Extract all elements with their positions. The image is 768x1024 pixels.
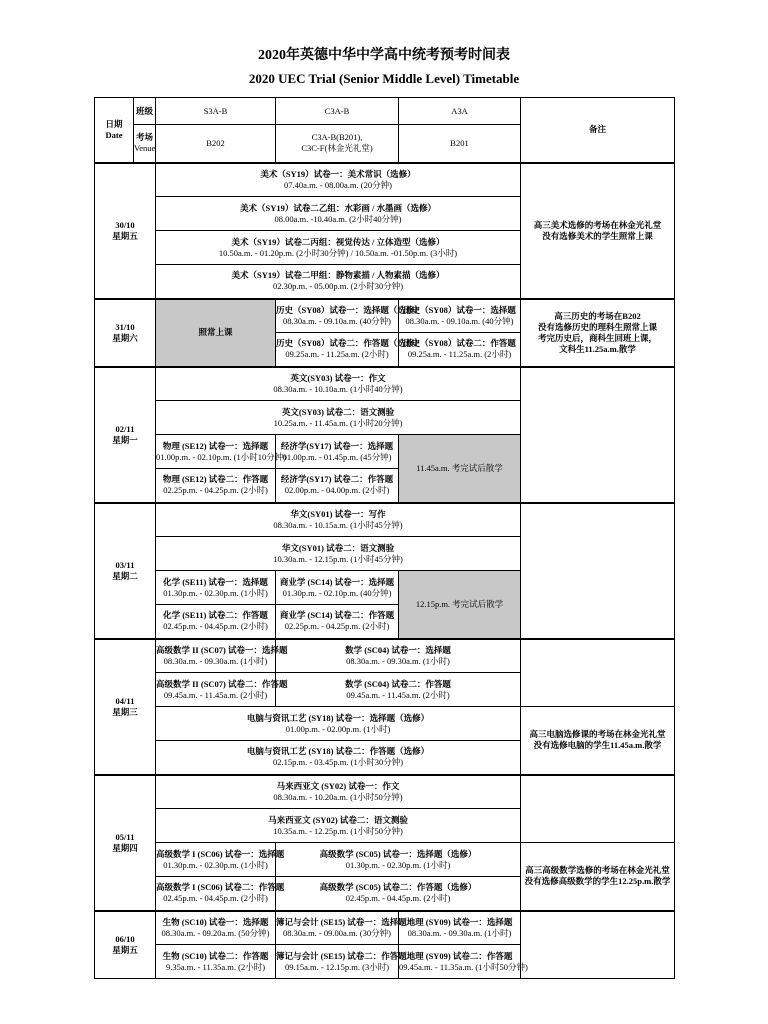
exam-cell: [276, 639, 521, 673]
day-row: [95, 707, 675, 741]
exam-time: 09.15a.m. - 12.15p.m. (3小时): [284, 961, 390, 972]
exam-name: 商业学 (SC14) 试卷二：作答题: [279, 610, 395, 621]
exam-cell: [156, 843, 285, 877]
exam-cell: [156, 503, 521, 537]
exam-cell: [276, 469, 399, 503]
exam-time: 09.45a.m. - 11.45a.m. (2小时): [346, 689, 450, 700]
remark-line: 高三高级数学选修的考场在林金光礼堂: [525, 865, 670, 876]
day-row: [95, 367, 675, 401]
exam-name: 历史（SY08）试卷二：作答题（选修）: [276, 338, 423, 349]
exam-cell: [156, 367, 521, 401]
exam-name: 华文(SY01) 试卷一：写作: [290, 508, 386, 519]
day-row: [95, 843, 675, 877]
exam-time: 08.30a.m. - 09.30a.m. (1小时): [346, 655, 450, 666]
remark-line: 没有选修电脑的学生11.45a.m.散学: [533, 740, 662, 751]
venue-a3: B201: [399, 125, 521, 163]
day-weekday: 星期三: [112, 706, 138, 717]
exam-cell: [156, 741, 521, 775]
date-header-en: Date: [105, 129, 123, 140]
day-weekday: 星期四: [112, 842, 138, 853]
exam-cell: [156, 775, 521, 809]
venue-label-en: Venue: [134, 143, 156, 154]
exam-name: 高级数学 I (SC06) 试卷一：选择题: [156, 848, 285, 859]
venue-c3-line1: C3A-B(B201),: [311, 132, 363, 143]
exam-time: 02.30p.m. - 05.00p.m. (2小时30分钟): [272, 281, 404, 292]
exam-time: 09.45a.m. - 11.35a.m. (1小时50分钟): [399, 961, 528, 972]
exam-time: 08.30a.m. - 09.30a.m. (1小时): [163, 655, 268, 666]
exam-time: 08.30a.m. - 09.10a.m. (40分钟): [405, 315, 514, 326]
day-date: 04/11: [115, 695, 135, 706]
date-header: [95, 98, 134, 163]
normal-class-cell: 照常上课: [156, 299, 276, 367]
venue-label-cn: 考场: [135, 132, 153, 143]
exam-cell: [276, 571, 399, 605]
exam-cell: [276, 299, 423, 333]
venue-c3: [276, 125, 399, 163]
exam-cell: [156, 163, 521, 197]
exam-time: 01.00p.m. - 01.45p.m. (45分钟): [282, 451, 392, 462]
class-label: 班级: [134, 98, 156, 125]
exam-name: 高级数学 II (SC07) 试卷一：选择题: [156, 644, 288, 655]
exam-cell: [156, 911, 276, 945]
exam-time: 02.25p.m. - 04.25p.m. (2小时): [284, 621, 390, 632]
exam-time: 08.30a.m. - 09.10a.m. (40分钟): [283, 315, 391, 326]
day-date: 30/10: [115, 219, 135, 230]
exam-time: 09.25a.m. - 11.25a.m. (2小时): [407, 349, 512, 360]
exam-time: 02.45p.m. - 04.45p.m. (2小时): [345, 893, 451, 904]
exam-time: 10.30a.m. - 12.15p.m. (1小时45分钟): [273, 553, 403, 564]
remark-cell: [521, 911, 675, 979]
exam-time: 07.40a.m. - 08.00a.m. (20分钟): [284, 179, 392, 190]
exam-time: 02.00p.m. - 04.00p.m. (2小时): [284, 485, 390, 496]
remark-cell: [521, 639, 675, 707]
exam-cell: [276, 673, 521, 707]
day-weekday: 星期五: [112, 230, 138, 241]
exam-name: 经济学(SY17) 试卷一：选择题: [280, 440, 394, 451]
exam-cell: [156, 673, 288, 707]
exam-time: 02.45p.m. - 04.45p.m. (2小时): [163, 893, 268, 904]
remarks-header: 备注: [521, 98, 675, 163]
exam-name: 美术（SY19）试卷二乙组：水彩画 / 水墨画（选修）: [240, 202, 436, 213]
exam-cell: [276, 843, 521, 877]
exam-time: 08.30a.m. - 09.00a.m. (30分钟): [283, 927, 391, 938]
day-date: 02/11: [115, 423, 135, 434]
exam-cell: [399, 299, 521, 333]
exam-name: 美术（SY19）试卷一：美术常识（选修）: [260, 168, 416, 179]
exam-time: 01.00p.m. - 02.00p.m. (1小时): [285, 723, 391, 734]
exam-time: 9.35a.m. - 11.35a.m. (2小时): [165, 961, 266, 972]
exam-name: 商业学 (SC14) 试卷一：选择题: [279, 576, 395, 587]
page-subtitle: 2020 UEC Trial (Senior Middle Level) Timetable: [248, 71, 520, 86]
day-row: [95, 299, 675, 333]
day-date-cell: [95, 367, 156, 503]
exam-cell: [399, 333, 521, 367]
exam-name: 地理 (SY09) 试卷二：作答题: [406, 950, 513, 961]
exam-time: 10.25a.m. - 11.45a.m. (1小时20分钟): [273, 417, 403, 428]
exam-time: 09.25a.m. - 11.25a.m. (2小时): [285, 349, 389, 360]
venue-c3-line2: C3C-F(林金光礼堂): [301, 143, 373, 154]
remark-cell: [521, 707, 675, 775]
exam-time: 08.30a.m. - 10.15a.m. (1小时45分钟): [273, 519, 403, 530]
day-date-cell: [95, 775, 156, 911]
exam-cell: [156, 469, 276, 503]
exam-cell: [276, 333, 423, 367]
day-weekday: 星期六: [112, 332, 138, 343]
exam-name: 地理 (SY09) 试卷一：选择题: [406, 916, 513, 927]
exam-name: 英文(SY03) 试卷二：语文测验: [281, 406, 395, 417]
exam-time: 08.30a.m. - 10.10a.m. (1小时40分钟): [273, 383, 403, 394]
remark-line: 高三历史的考场在B202: [554, 310, 641, 321]
exam-cell: [156, 605, 276, 639]
exam-name: 高级数学 (SC05) 试卷一：选择题（选修）: [319, 848, 477, 859]
exam-cell: [156, 571, 276, 605]
exam-time: 08.30a.m. - 09.30a.m. (1小时): [407, 927, 512, 938]
timetable: [94, 97, 675, 979]
exam-name: 生物 (SC10) 试卷二：作答题: [162, 950, 269, 961]
day-date-cell: [95, 639, 156, 775]
exam-name: 高级数学 (SC05) 试卷二：作答题（选修）: [319, 882, 477, 893]
exam-name: 历史（SY08）试卷一：选择题（选修）: [276, 304, 423, 315]
remark-line: 没有选修高级数学的学生12.25p.m.散学: [524, 876, 671, 887]
exam-name: 电脑与资讯工艺 (SY18) 试卷一：选择题（选修）: [246, 712, 430, 723]
day-row: [95, 639, 675, 673]
remark-cell: [521, 843, 675, 911]
exam-time: 10.35a.m. - 12.25p.m. (1小时50分钟): [273, 825, 403, 836]
remark-cell: [521, 775, 675, 843]
remark-cell: [521, 299, 675, 367]
exam-name: 化学 (SE11) 试卷一：选择题: [163, 576, 268, 587]
exam-cell: [276, 945, 407, 979]
day-weekday: 星期一: [112, 434, 138, 445]
day-date-cell: [95, 503, 156, 639]
exam-name: 簿记与会计 (SE15) 试卷一：选择题: [276, 916, 407, 927]
remark-line: 没有选修美术的学生照常上课: [542, 230, 653, 241]
day-weekday: 星期五: [112, 944, 138, 955]
exam-cell: [276, 877, 521, 911]
exam-cell: [156, 707, 521, 741]
exam-name: 高级数学 I (SC06) 试卷二：作答题: [156, 882, 285, 893]
class-a3: A3A: [399, 98, 521, 125]
day-date: 05/11: [115, 831, 135, 842]
day-weekday: 星期二: [112, 570, 138, 581]
header-row-class: [95, 98, 675, 125]
exam-cell: [156, 945, 276, 979]
exam-time: 08.30a.m. - 10.20a.m. (1小时50分钟): [273, 791, 403, 802]
exam-time: 08.00a.m. -10.40a.m. (2小时40分钟): [274, 213, 402, 224]
exam-name: 物理 (SE12) 试卷二：作答题: [162, 474, 269, 485]
exam-cell: [156, 231, 521, 265]
exam-time: 02.15p.m. - 03.45p.m. (1小时30分钟): [272, 757, 404, 768]
day-date: 06/10: [115, 933, 135, 944]
exam-cell: [276, 911, 407, 945]
exam-name: 经济学(SY17) 试卷二：作答题: [280, 474, 394, 485]
exam-name: 簿记与会计 (SE15) 试卷二：作答题: [276, 950, 407, 961]
exam-time: 01.30p.m. - 02.30p.m. (1小时): [345, 859, 451, 870]
exam-name: 马来西亚文 (SY02) 试卷一：作文: [276, 780, 400, 791]
class-c3: C3A-B: [276, 98, 399, 125]
day-date-cell: [95, 163, 156, 299]
exam-name: 数学 (SC04) 试卷一：选择题: [345, 644, 451, 655]
exam-cell: [156, 537, 521, 571]
day-row: [95, 775, 675, 809]
exam-name: 历史（SY08）试卷一：选择题: [403, 304, 516, 315]
remark-line: 高三电脑选修课的考场在林金光礼堂: [529, 729, 666, 740]
exam-cell: [156, 435, 287, 469]
remark-cell: [521, 503, 675, 639]
exam-cell: [156, 639, 288, 673]
exam-name: 历史（SY08）试卷二：作答题: [403, 338, 516, 349]
exam-cell: [156, 197, 521, 231]
day-row: [95, 503, 675, 537]
day-date-cell: [95, 299, 156, 367]
exam-name: 电脑与资讯工艺 (SY18) 试卷二：作答题（选修）: [246, 746, 430, 757]
exam-cell: [156, 809, 521, 843]
remark-line: 没有选修历史的理科生照常上课: [537, 321, 657, 332]
exam-time: 10.50a.m. - 01.20p.m. (2小时30分钟) / 10.50a.m. -01.50p.m. (3小时): [218, 247, 458, 258]
exam-time: 09.45a.m. - 11.45a.m. (2小时): [163, 689, 268, 700]
remark-line: 考完历史后，商科生回班上课，: [537, 332, 657, 343]
exam-name: 生物 (SC10) 试卷一：选择题: [162, 916, 269, 927]
day-row: [95, 911, 675, 945]
exam-time: 02.25p.m. - 04.25p.m. (2小时): [163, 485, 268, 496]
venue-s3: B202: [156, 125, 276, 163]
remark-cell: [521, 367, 675, 503]
exam-name: 英文(SY03) 试卷一：作文: [290, 372, 386, 383]
exam-time: 01.30p.m. - 02.30p.m. (1小时): [163, 587, 268, 598]
day-row: [95, 163, 675, 197]
day-date-cell: [95, 911, 156, 979]
date-header-cn: 日期: [105, 118, 123, 129]
class-s3: S3A-B: [156, 98, 276, 125]
exam-name: 马来西亚文 (SY02) 试卷二：语文测验: [268, 814, 408, 825]
exam-name: 物理 (SE12) 试卷一：选择题: [162, 440, 269, 451]
dismissal-note-cell: 11.45a.m. 考完试后散学: [399, 435, 521, 503]
remark-line: 高三美术选修的考场在林金光礼堂: [533, 219, 662, 230]
exam-cell: [399, 945, 528, 979]
page-title: 2020年英德中华中学高中统考预考时间表: [258, 48, 510, 63]
exam-name: 数学 (SC04) 试卷二：作答题: [345, 678, 451, 689]
exam-name: 美术（SY19）试卷二甲组：静物素描 / 人物素描（选修）: [231, 270, 445, 281]
exam-cell: [276, 435, 399, 469]
exam-cell: [399, 911, 521, 945]
remark-line: 文科生11.25a.m.散学: [559, 343, 636, 354]
exam-time: 02.45p.m. - 04.45p.m. (2小时): [163, 621, 268, 632]
exam-name: 华文(SY01) 试卷二：语文测验: [281, 542, 395, 553]
day-date: 03/11: [115, 559, 135, 570]
venue-label: [134, 125, 156, 163]
exam-time: 01.30p.m. - 02.10p.m. (40分钟): [282, 587, 392, 598]
exam-cell: [156, 401, 521, 435]
exam-time: 01.00p.m. - 02.10p.m. (1小时10分钟): [156, 451, 287, 462]
exam-cell: [156, 877, 285, 911]
exam-time: 01.30p.m. - 02.30p.m. (1小时): [163, 859, 268, 870]
exam-time: 08.30a.m. - 09.20a.m. (50分钟): [161, 927, 270, 938]
exam-name: 高级数学 II (SC07) 试卷二：作答题: [156, 678, 288, 689]
exam-cell: [276, 605, 399, 639]
remark-cell: [521, 163, 675, 299]
dismissal-note-cell: 12.15p.m. 考完试后散学: [399, 571, 521, 639]
exam-cell: [156, 265, 521, 299]
exam-name: 化学 (SE11) 试卷二：作答题: [163, 610, 268, 621]
day-date: 31/10: [115, 321, 135, 332]
exam-name: 美术（SY19）试卷二丙组：视觉传达 / 立体造型（选修）: [231, 236, 445, 247]
